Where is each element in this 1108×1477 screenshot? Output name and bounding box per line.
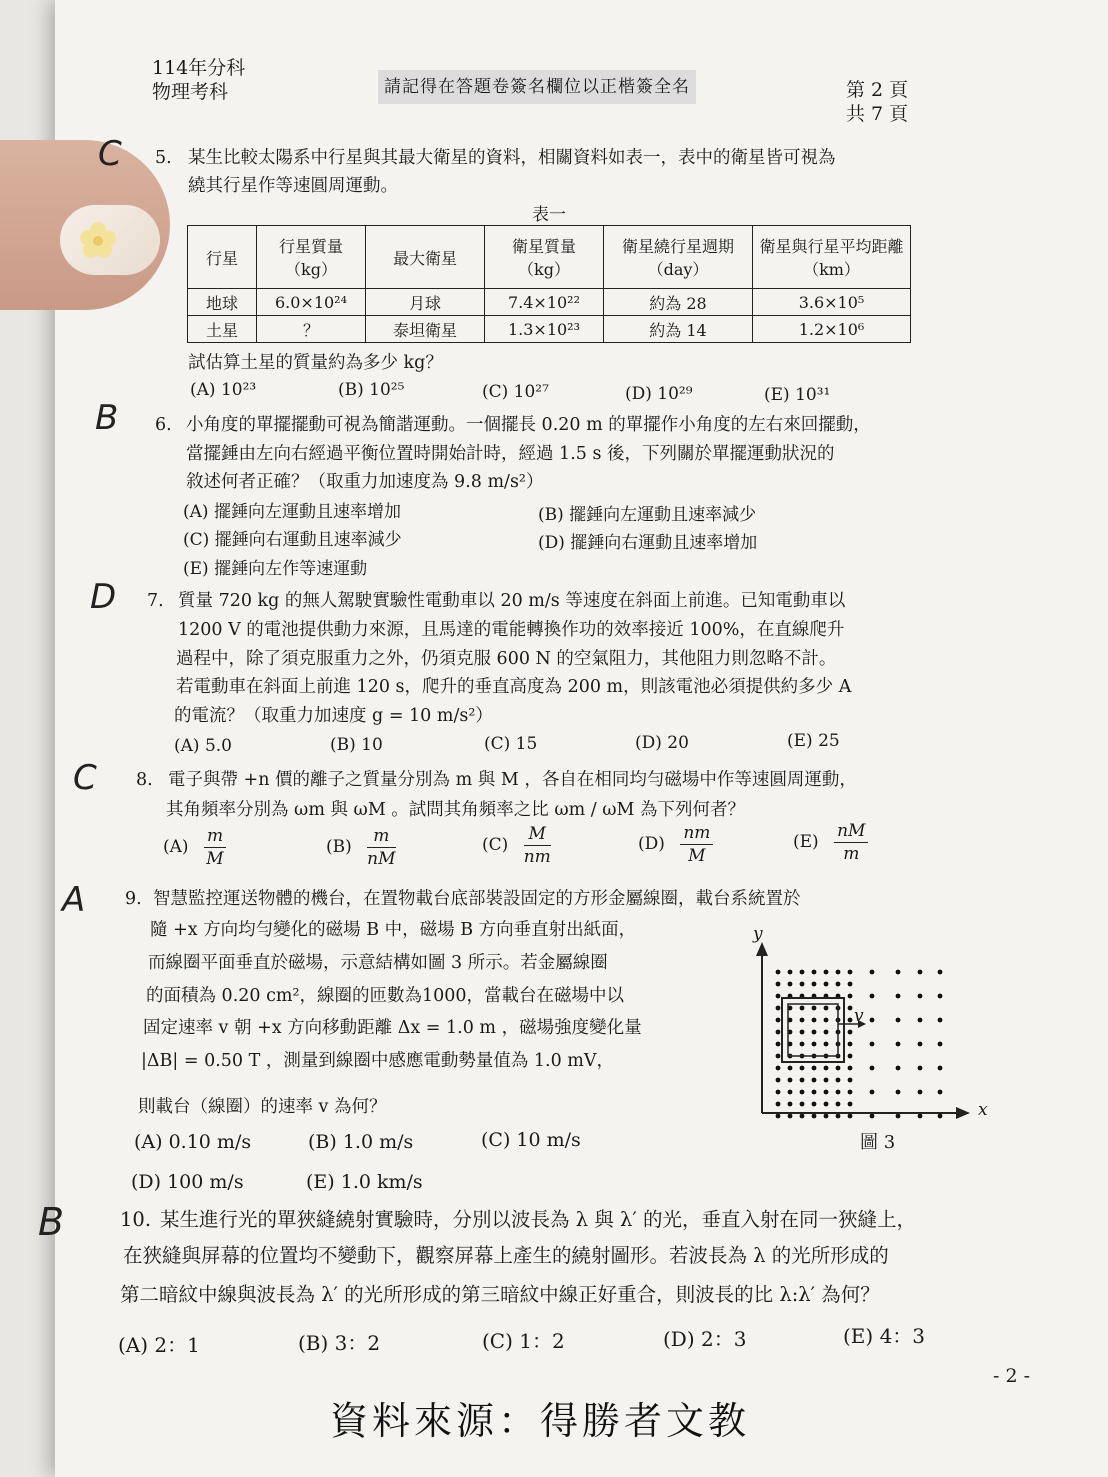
- option: (A) 5.0: [174, 736, 232, 756]
- table-caption: 表一: [532, 205, 566, 225]
- field-dot: [788, 970, 793, 975]
- field-dot: [800, 1102, 805, 1107]
- field-dot: [848, 1042, 853, 1047]
- fraction-numerator: M: [524, 823, 551, 846]
- question-text: 繞其行星作等速圓周運動。: [188, 176, 398, 196]
- question-text: 質量 720 kg 的無人駕駛實驗性電動車以 20 m/s 等速度在斜面上前進。已知電動車以: [178, 591, 846, 611]
- option: (A) 10²³: [190, 380, 257, 400]
- table-header: 衛星與行星平均距離 （km）: [753, 226, 911, 289]
- table-row: [188, 316, 911, 343]
- field-dot: [812, 970, 817, 975]
- option: (E) 1.0 km/s: [306, 1171, 423, 1193]
- option-label: (C): [482, 835, 509, 855]
- field-dot: [776, 994, 781, 999]
- field-dot: [896, 1114, 901, 1119]
- field-dot: [824, 982, 829, 987]
- question-text: 小角度的單擺擺動可視為簡諧運動。一個擺長 0.20 m 的單擺作小角度的左右來回擺動，: [186, 415, 871, 435]
- field-dot: [800, 1030, 805, 1035]
- table-cell: 地球: [188, 289, 257, 316]
- field-dot: [812, 1030, 817, 1035]
- question-text: 電子與帶 +n 價的離子之質量分別為 m 與 M ，各自在相同均勻磁場中作等速圓周運動，: [168, 770, 857, 790]
- table-cell: 土星: [188, 316, 257, 343]
- field-dot: [776, 1006, 781, 1011]
- field-dot: [800, 1018, 805, 1023]
- y-axis-label: y: [753, 924, 763, 944]
- question-text: 當擺錘由左向右經過平衡位置時開始計時，經過 1.5 s 後，下列關於單擺運動狀況的: [186, 444, 835, 464]
- field-dot: [824, 1006, 829, 1011]
- option-label: (D): [638, 834, 665, 854]
- field-dot: [870, 1090, 875, 1095]
- y-axis-arrow-icon: [756, 942, 768, 956]
- option: (A) 0.10 m/s: [134, 1131, 252, 1153]
- fraction: [524, 823, 551, 868]
- field-dot: [800, 1042, 805, 1047]
- field-dot: [848, 1078, 853, 1083]
- field-dot: [800, 1078, 805, 1083]
- fraction-option: [326, 825, 396, 870]
- field-dot: [812, 1114, 817, 1119]
- field-dot: [788, 1078, 793, 1083]
- option: (E) 擺錘向左作等速運動: [183, 559, 368, 579]
- field-dot: [776, 1054, 781, 1059]
- exam-subject: 物理考科: [152, 81, 229, 103]
- question-text: 第二暗紋中線與波長為 λ′ 的光所形成的第三暗紋中線正好重合，則波長的比 λ:λ′ 為何？: [120, 1283, 880, 1306]
- field-dot: [918, 1066, 923, 1071]
- fraction-option: [793, 820, 868, 865]
- option-label: (B): [326, 837, 352, 857]
- option: (D) 擺錘向右運動且速率增加: [538, 533, 758, 553]
- field-dot: [896, 1066, 901, 1071]
- field-dot: [776, 1042, 781, 1047]
- field-dot: [896, 994, 901, 999]
- field-dot: [812, 982, 817, 987]
- handwritten-answer: C: [98, 134, 122, 174]
- field-dot: [896, 1018, 901, 1023]
- fraction-option: [482, 823, 551, 868]
- question-text: 其角頻率分別為 ωm 與 ωM 。試問其角頻率之比 ωm / ωM 為下列何者？: [166, 800, 746, 820]
- option: (B) 10²⁵: [338, 380, 405, 400]
- field-dot: [918, 994, 923, 999]
- question-text: 而線圈平面垂直於磁場，示意結構如圖 3 所示。若金屬線圈: [148, 953, 608, 973]
- option: (D) 10²⁹: [625, 384, 693, 404]
- question-text: 則載台（線圈）的速率 v 為何？: [138, 1097, 387, 1117]
- question-number: 9.: [125, 889, 142, 909]
- source-note: 資料來源：得勝者文教: [330, 1399, 751, 1443]
- planet-table: [187, 225, 911, 343]
- question-number: 6.: [155, 415, 172, 435]
- field-dot: [848, 1066, 853, 1071]
- nail-flower-icon: [78, 220, 118, 260]
- field-dot: [776, 1066, 781, 1071]
- field-dot: [848, 1006, 853, 1011]
- question-number: 5.: [155, 148, 172, 168]
- field-dot: [938, 994, 943, 999]
- question-text: 某生進行光的單狹縫繞射實驗時，分別以波長為 λ 與 λ′ 的光，垂直入射在同一狹縫上，: [160, 1208, 916, 1231]
- field-dot: [938, 1042, 943, 1047]
- fraction-numerator: m: [367, 825, 395, 848]
- field-dot: [938, 1090, 943, 1095]
- field-dot: [848, 1090, 853, 1095]
- handwritten-answer: B: [38, 1200, 65, 1244]
- fraction: [834, 820, 868, 865]
- field-dot: [788, 1114, 793, 1119]
- question-text: |ΔB| = 0.50 T ，測量到線圈中感應電動勢量值為 1.0 mV，: [141, 1051, 615, 1071]
- field-dot: [776, 1102, 781, 1107]
- question-text: 的電流？（取重力加速度 g = 10 m/s²）: [174, 706, 493, 726]
- question-number: 10.: [120, 1208, 152, 1231]
- field-dot: [896, 1090, 901, 1095]
- field-dot: [836, 1078, 841, 1083]
- field-dot: [938, 1018, 943, 1023]
- field-dot: [812, 1102, 817, 1107]
- table-cell: 泰坦衛星: [366, 316, 485, 343]
- figure-3-diagram: [748, 928, 988, 1128]
- field-dot: [776, 1030, 781, 1035]
- field-dot: [824, 1090, 829, 1095]
- option-label: (E): [793, 832, 819, 852]
- table-header: 行星質量 （kg）: [257, 226, 366, 289]
- field-dot: [918, 1042, 923, 1047]
- question-text: 智慧監控運送物體的機台，在置物載台底部裝設固定的方形金屬線圈，載台系統置於: [153, 889, 801, 909]
- question-prompt: 試估算土星的質量約為多少 kg？: [188, 353, 443, 373]
- option: (C) 15: [484, 734, 538, 754]
- field-dot: [848, 1018, 853, 1023]
- question-number: 8.: [136, 770, 153, 790]
- option: (B) 擺錘向左運動且速率減少: [538, 505, 757, 525]
- fraction-denominator: m: [843, 844, 860, 864]
- table-cell: 1.2×10⁶: [753, 316, 911, 343]
- question-text: 隨 +x 方向均勻變化的磁場 B 中，磁場 B 方向垂直射出紙面，: [150, 920, 637, 940]
- option-label: (A): [163, 837, 189, 857]
- option: (B) 1.0 m/s: [308, 1131, 414, 1153]
- option: (E) 25: [787, 731, 840, 751]
- page-current: 第 2 頁: [846, 79, 909, 101]
- fraction: [680, 822, 713, 867]
- fraction: [204, 825, 226, 870]
- field-dot: [776, 970, 781, 975]
- x-axis-arrow-icon: [956, 1107, 970, 1119]
- table-cell: 約為 14: [604, 316, 753, 343]
- field-dot: [812, 1006, 817, 1011]
- option: (E) 10³¹: [764, 385, 831, 405]
- handwritten-answer: A: [62, 880, 86, 920]
- table-cell: 6.0×10²⁴: [257, 289, 366, 316]
- magnetic-field-dots: [776, 970, 943, 1119]
- field-dot: [848, 994, 853, 999]
- field-dot: [788, 1090, 793, 1095]
- page-number: - 2 -: [993, 1365, 1031, 1387]
- field-dot: [776, 1090, 781, 1095]
- option: (A) 擺錘向左運動且速率增加: [183, 502, 401, 522]
- fraction-denominator: M: [206, 849, 224, 869]
- field-dot: [776, 1114, 781, 1119]
- field-dot: [812, 1078, 817, 1083]
- question-text: 敘述何者正確？（取重力加速度為 9.8 m/s²）: [186, 472, 544, 492]
- field-dot: [800, 1066, 805, 1071]
- option: (A) 2：1: [118, 1333, 200, 1357]
- field-dot: [776, 1018, 781, 1023]
- question-text: 在狹縫與屏幕的位置均不變動下，觀察屏幕上產生的繞射圖形。若波長為 λ 的光所形成的: [123, 1244, 889, 1267]
- field-dot: [800, 1090, 805, 1095]
- field-dot: [918, 1018, 923, 1023]
- table-cell: ？: [257, 316, 366, 343]
- question-text: 1200 V 的電池提供動力來源，且馬達的電能轉換作功的效率接近 100%，在直線爬升: [178, 620, 845, 640]
- option: (B) 10: [330, 735, 383, 755]
- option: (C) 10 m/s: [481, 1129, 581, 1151]
- field-dot: [870, 1018, 875, 1023]
- field-dot: [800, 1006, 805, 1011]
- field-dot: [848, 982, 853, 987]
- fraction-option: [638, 822, 713, 867]
- question-text: 固定速率 v 朝 +x 方向移動距離 Δx = 1.0 m ，磁場強度變化量: [143, 1018, 642, 1038]
- field-dot: [824, 1102, 829, 1107]
- field-dot: [824, 1114, 829, 1119]
- field-dot: [788, 1102, 793, 1107]
- option: (C) 擺錘向右運動且速率減少: [183, 530, 402, 550]
- field-dot: [870, 994, 875, 999]
- field-dot: [824, 1066, 829, 1071]
- field-dot: [824, 1030, 829, 1035]
- field-dot: [836, 970, 841, 975]
- table-cell: 3.6×10⁵: [753, 289, 911, 316]
- field-dot: [870, 1114, 875, 1119]
- table-header: 衛星質量 （kg）: [485, 226, 604, 289]
- field-dot: [848, 1030, 853, 1035]
- table-cell: 1.3×10²³: [485, 316, 604, 343]
- fraction-denominator: M: [688, 846, 706, 866]
- field-dot: [836, 1066, 841, 1071]
- exam-year: 114年分科: [152, 57, 246, 79]
- question-text: 若電動車在斜面上前進 120 s，爬升的垂直高度為 200 m，則該電池必須提供約多少 A: [176, 677, 852, 697]
- fraction-denominator: nM: [367, 849, 396, 869]
- field-dot: [800, 1114, 805, 1119]
- question-text: 的面積為 0.20 cm²，線圈的匝數為1000，當載台在磁場中以: [146, 986, 625, 1006]
- field-dot: [824, 1078, 829, 1083]
- field-dot: [776, 1078, 781, 1083]
- field-dot: [870, 1066, 875, 1071]
- table-cell: 7.4×10²²: [485, 289, 604, 316]
- field-dot: [870, 1042, 875, 1047]
- table-cell: 約為 28: [604, 289, 753, 316]
- handwritten-answer: C: [73, 758, 97, 798]
- field-dot: [870, 970, 875, 975]
- option: (B) 3：2: [298, 1331, 381, 1355]
- field-dot: [824, 1042, 829, 1047]
- field-dot: [896, 1042, 901, 1047]
- table-header: 行星: [188, 226, 257, 289]
- option: (D) 100 m/s: [131, 1171, 244, 1193]
- field-dot: [788, 982, 793, 987]
- field-dot: [836, 1114, 841, 1119]
- field-dot: [800, 970, 805, 975]
- fraction-numerator: nM: [834, 820, 868, 843]
- field-dot: [824, 1018, 829, 1023]
- fraction-option: [163, 825, 226, 870]
- field-dot: [836, 1102, 841, 1107]
- page-total: 共 7 頁: [846, 103, 909, 125]
- fraction-numerator: m: [204, 825, 226, 848]
- field-dot: [918, 1090, 923, 1095]
- table-header: 最大衛星: [366, 226, 485, 289]
- option: (D) 20: [635, 733, 689, 753]
- field-dot: [812, 1018, 817, 1023]
- velocity-label: v: [854, 1006, 864, 1026]
- field-dot: [918, 970, 923, 975]
- field-dot: [938, 970, 943, 975]
- field-dot: [812, 1090, 817, 1095]
- field-dot: [812, 1066, 817, 1071]
- handwritten-answer: B: [95, 398, 119, 438]
- option: (E) 4：3: [843, 1324, 926, 1348]
- field-dot: [918, 1114, 923, 1119]
- field-dot: [812, 1042, 817, 1047]
- signature-banner: 請記得在答題卷簽名欄位以正楷簽全名: [378, 70, 696, 104]
- field-dot: [896, 970, 901, 975]
- field-dot: [848, 1102, 853, 1107]
- question-number: 7.: [147, 591, 164, 611]
- handwritten-answer: D: [90, 577, 117, 617]
- field-dot: [776, 982, 781, 987]
- table-header: 衛星繞行星週期 （day）: [604, 226, 753, 289]
- table-row: [188, 289, 911, 316]
- fraction-numerator: nm: [680, 822, 713, 845]
- field-dot: [836, 982, 841, 987]
- question-text: 某生比較太陽系中行星與其最大衛星的資料，相關資料如表一，表中的衛星皆可視為: [188, 148, 836, 168]
- field-dot: [848, 970, 853, 975]
- table-cell: 月球: [366, 289, 485, 316]
- field-dot: [836, 1090, 841, 1095]
- x-axis-label: x: [978, 1100, 988, 1120]
- field-dot: [788, 1066, 793, 1071]
- option: (C) 1：2: [482, 1329, 565, 1353]
- field-dot: [938, 1114, 943, 1119]
- fraction-denominator: nm: [523, 847, 551, 867]
- figure-caption: 圖 3: [860, 1132, 896, 1153]
- fraction: [367, 825, 395, 870]
- field-dot: [848, 1054, 853, 1059]
- question-text: 過程中，除了須克服重力之外，仍須克服 600 N 的空氣阻力，其他阻力則忽略不計。: [176, 649, 837, 669]
- field-dot: [824, 970, 829, 975]
- option: (D) 2：3: [663, 1327, 747, 1351]
- field-dot: [938, 1066, 943, 1071]
- field-dot: [800, 982, 805, 987]
- option: (C) 10²⁷: [482, 382, 549, 402]
- field-dot: [848, 1114, 853, 1119]
